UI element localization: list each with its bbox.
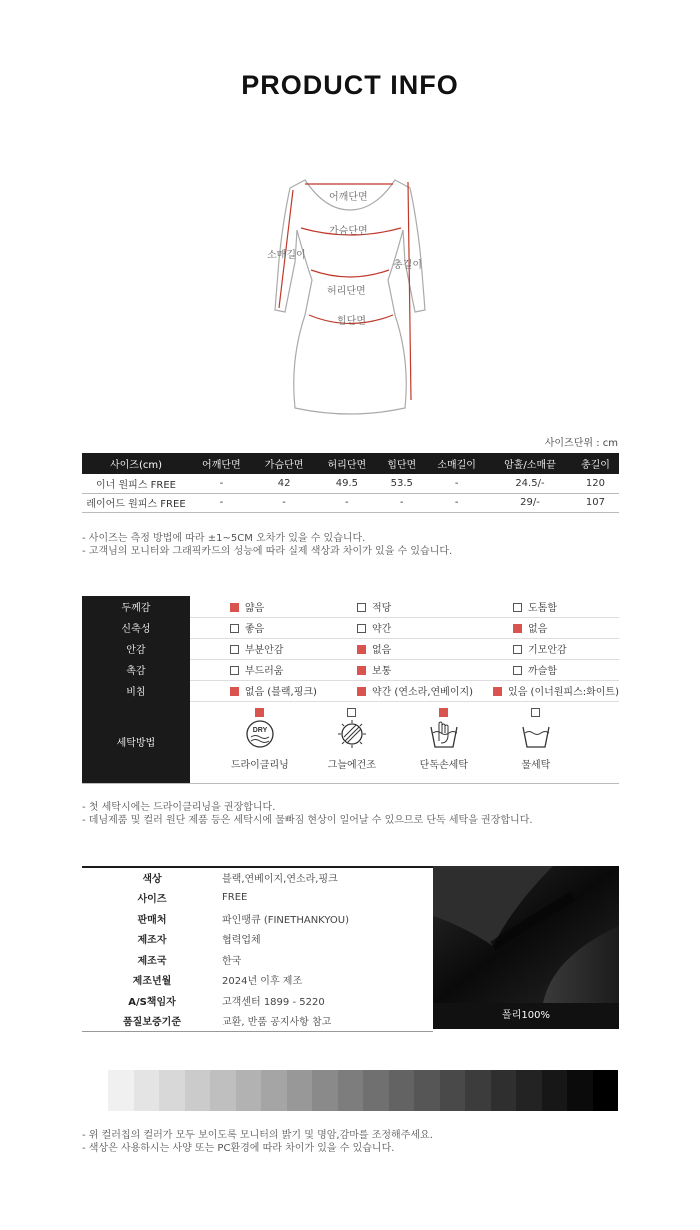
table-cell: 29/- <box>488 493 572 512</box>
color-chip <box>108 1070 134 1111</box>
option-label: 적당 <box>371 602 392 614</box>
table-cell: - <box>425 493 488 512</box>
feature-option <box>317 596 473 617</box>
wash-method-label: 물세탁 <box>521 759 551 771</box>
feature-label: 신축성 <box>82 617 190 638</box>
color-chip <box>185 1070 211 1111</box>
info-row <box>82 908 433 929</box>
feature-option <box>473 680 619 701</box>
table-cell: 120 <box>572 474 619 493</box>
feature-row-stretch <box>82 617 619 638</box>
checkbox-icon <box>357 666 366 675</box>
option-label: 부분안감 <box>244 645 284 656</box>
feature-option <box>317 680 473 701</box>
washing-methods <box>190 701 619 783</box>
col-armhole: 암홀/소매끝 <box>488 453 572 474</box>
checkbox-icon <box>513 645 522 654</box>
dress-diagram <box>245 170 455 420</box>
wash-method-dry-clean <box>215 702 305 771</box>
option-label: 기모안감 <box>528 645 567 656</box>
info-value: 협력업체 <box>222 935 261 947</box>
option-label: 얇음 <box>244 602 265 614</box>
color-chip <box>414 1070 440 1111</box>
feature-option <box>317 617 473 638</box>
color-chip <box>159 1070 185 1111</box>
wash-method-hand-wash <box>399 702 489 771</box>
color-chip <box>440 1070 466 1111</box>
color-chip <box>389 1070 415 1111</box>
table-cell: 107 <box>572 493 619 512</box>
info-value: 한국 <box>222 955 242 967</box>
option-label: 약간 (연소라,연베이지) <box>371 687 474 698</box>
color-chip <box>593 1070 619 1111</box>
table-cell: 이너 원피스 FREE <box>82 474 190 493</box>
color-chip <box>338 1070 364 1111</box>
table-cell: - <box>425 474 488 493</box>
color-chip <box>134 1070 160 1111</box>
table-cell: - <box>190 493 253 512</box>
info-key: 품질보증기준 <box>82 1011 222 1032</box>
wash-method-shade-dry <box>307 702 397 771</box>
color-chip <box>236 1070 262 1111</box>
wash-method-label: 드라이클리닝 <box>230 759 289 771</box>
info-key: 제조자 <box>137 935 167 947</box>
table-cell: 24.5/- <box>488 474 572 493</box>
table-row <box>82 474 619 493</box>
feature-label: 세탁방법 <box>82 701 190 783</box>
option-label: 좋음 <box>244 624 265 635</box>
color-chip <box>287 1070 313 1111</box>
dry-clean-icon <box>243 719 277 749</box>
note-line: - 사이즈는 측정 방법에 따라 ±1~5CM 오차가 있을 수 있습니다. <box>82 533 366 544</box>
col-shoulder: 어깨단면 <box>190 453 253 474</box>
checkbox-icon <box>230 666 239 675</box>
table-cell: - <box>253 493 316 512</box>
option-label: 보통 <box>371 666 392 677</box>
feature-label: 촉감 <box>82 659 190 680</box>
washing-row <box>82 701 619 783</box>
feature-option <box>473 596 619 617</box>
feature-row-thickness <box>82 596 619 617</box>
checkbox-icon <box>357 687 366 696</box>
table-cell: - <box>190 474 253 493</box>
table-cell: 레이어드 원피스 FREE <box>82 493 190 512</box>
col-length: 총길이 <box>572 453 619 474</box>
color-chip <box>491 1070 517 1111</box>
product-info-table <box>82 866 433 1032</box>
option-label: 있음 (이너원피스:화이트) <box>508 687 619 698</box>
table-cell: 49.5 <box>315 474 378 493</box>
feature-table <box>82 596 619 784</box>
option-label: 도톰함 <box>528 602 558 614</box>
feature-option <box>473 659 619 680</box>
feature-row-sheer <box>82 680 619 701</box>
info-key: 사이즈 <box>137 894 167 906</box>
checkbox-icon <box>255 708 264 717</box>
feature-label: 비침 <box>82 680 190 701</box>
info-value: 교환, 반품 공지사항 참고 <box>222 1011 433 1032</box>
col-sleeve: 소매길이 <box>425 453 488 474</box>
col-chest: 가슴단면 <box>253 453 316 474</box>
waist-label: 허리단면 <box>327 286 366 297</box>
info-key: 판매처 <box>137 914 167 926</box>
footer-notes <box>82 1129 433 1155</box>
hip-label: 힙단면 <box>337 316 366 327</box>
color-chip <box>312 1070 338 1111</box>
color-chip <box>210 1070 236 1111</box>
checkbox-icon <box>230 603 239 612</box>
table-cell: 42 <box>253 474 316 493</box>
option-label: 부드러움 <box>244 666 284 677</box>
color-chip <box>516 1070 542 1111</box>
chest-label: 가슴단면 <box>329 226 368 237</box>
sleeve-label: 소매길이 <box>267 250 306 261</box>
option-label: 약간 <box>371 624 392 635</box>
color-chip <box>261 1070 287 1111</box>
note-line: - 첫 세탁시에는 드라이클리닝을 권장합니다. <box>82 802 276 813</box>
wash-notes <box>82 801 533 827</box>
info-row <box>82 990 433 1011</box>
feature-option <box>190 680 317 701</box>
feature-row-touch <box>82 659 619 680</box>
table-row <box>82 493 619 512</box>
info-key: 제조국 <box>137 955 167 967</box>
note-line: - 위 컬러칩의 컬러가 모두 보이도록 모니터의 밝기 및 명암,감마를 조정해주세요. <box>82 1130 433 1141</box>
info-row <box>82 1011 433 1032</box>
checkbox-icon <box>513 603 522 612</box>
info-value: 2024년 이후 제조 <box>222 976 303 988</box>
checkbox-icon <box>357 645 366 654</box>
table-cell: 53.5 <box>378 474 425 493</box>
checkbox-icon <box>230 687 239 696</box>
wash-method-water-wash <box>491 702 581 771</box>
feature-option <box>317 659 473 680</box>
info-value: 블랙,연베이지,연소라,핑크 <box>222 874 338 886</box>
feature-option <box>473 638 619 659</box>
info-row <box>82 970 433 991</box>
length-label: 총길이 <box>393 260 422 271</box>
info-row <box>82 888 433 909</box>
wash-method-label: 그늘에건조 <box>327 759 376 771</box>
checkbox-icon <box>493 687 502 696</box>
wash-method-label: 단독손세탁 <box>419 759 468 771</box>
checkbox-icon <box>513 624 522 633</box>
feature-label: 두께감 <box>82 596 190 617</box>
checkbox-icon <box>230 645 239 654</box>
shoulder-label: 어깨단면 <box>329 192 368 203</box>
color-chip <box>465 1070 491 1111</box>
fabric-caption: 폴리100% <box>433 1003 619 1029</box>
color-chip <box>363 1070 389 1111</box>
info-key: A/S책임자 <box>128 996 176 1008</box>
size-table-header <box>82 453 619 474</box>
feature-option <box>190 638 317 659</box>
checkbox-icon <box>531 708 540 717</box>
page-title: PRODUCT INFO <box>241 70 459 100</box>
option-label: 없음 <box>528 624 548 635</box>
info-row <box>82 949 433 970</box>
size-notes <box>82 532 452 558</box>
water-wash-icon <box>519 719 553 749</box>
checkbox-icon <box>230 624 239 633</box>
feature-option <box>190 659 317 680</box>
feature-option <box>317 638 473 659</box>
checkbox-icon <box>357 624 366 633</box>
info-row <box>82 929 433 950</box>
feature-label: 안감 <box>82 638 190 659</box>
info-row <box>82 867 433 888</box>
info-key: 제조년월 <box>132 976 172 988</box>
feature-row-lining <box>82 638 619 659</box>
col-size: 사이즈(cm) <box>82 453 190 474</box>
color-chip <box>542 1070 568 1111</box>
table-cell: - <box>378 493 425 512</box>
option-label: 없음 (블랙,핑크) <box>244 687 317 698</box>
checkbox-icon <box>347 708 356 717</box>
feature-option <box>190 617 317 638</box>
checkbox-icon <box>357 603 366 612</box>
option-label: 없음 <box>371 645 392 656</box>
info-value: FREE <box>222 892 248 904</box>
feature-option <box>473 617 619 638</box>
shade-dry-icon <box>335 719 369 749</box>
col-waist: 허리단면 <box>315 453 378 474</box>
info-key: 색상 <box>142 874 162 886</box>
color-chip-strip <box>108 1070 618 1111</box>
size-table <box>82 453 619 513</box>
fabric-texture-image <box>433 866 619 1003</box>
note-line: - 데님제품 및 컬러 원단 제품 등은 세탁시에 물빠짐 현상이 일어날 수 있으므로 단독 세탁을 권장합니다. <box>82 815 533 826</box>
col-hip: 힙단면 <box>378 453 425 474</box>
feature-option <box>190 596 317 617</box>
info-value: 고객센터 1899 - 5220 <box>222 996 325 1008</box>
checkbox-icon <box>439 708 448 717</box>
dry-text: DRY <box>252 726 268 734</box>
hand-wash-icon <box>427 719 461 749</box>
checkbox-icon <box>513 666 522 675</box>
color-chip <box>567 1070 593 1111</box>
info-value: 파인땡큐 (FINETHANKYOU) <box>222 914 350 926</box>
fabric-photo <box>433 866 619 1003</box>
note-line: - 고객님의 모니터와 그래픽카드의 성능에 따라 실제 색상과 차이가 있을 수 있습니다. <box>82 546 453 557</box>
table-cell: - <box>315 493 378 512</box>
note-line: - 색상은 사용하시는 사양 또는 PC환경에 따라 차이가 있을 수 있습니다. <box>82 1143 395 1154</box>
option-label: 까슬함 <box>528 666 558 677</box>
size-unit: 사이즈단위 : cm <box>544 438 618 449</box>
